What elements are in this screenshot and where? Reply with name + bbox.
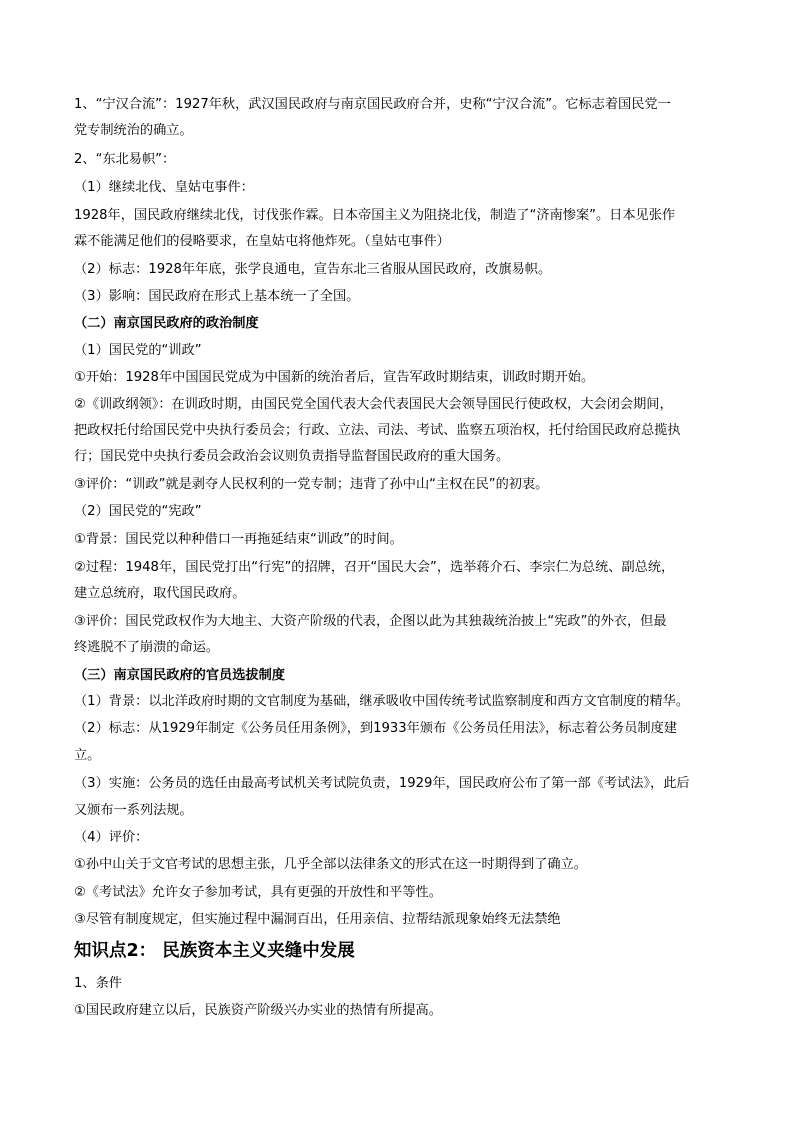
text-line: （1）继续北伐、皇姑屯事件： — [74, 180, 254, 195]
text-line: ③评价：国民党政权作为大地主、大资产阶级的代表，企图以此为其独裁统治披上“宪政”的外衣，但最 — [74, 614, 667, 629]
section-heading: （二）南京国民政府的政治制度 — [74, 316, 259, 331]
text-line: ②《训政纲领》：在训政时期，由国民党全国代表大会代表国民大会领导国民行使政权，大会闭会期间， — [74, 397, 673, 412]
text-line: （1）背景：以北洋政府时期的文官制度为基础，继承吸收中国传统考试监察制度和西方文官制度的精华。 — [74, 694, 690, 709]
knowledge-point-heading: 知识点2： 民族资本主义夹缝中发展 — [74, 941, 355, 961]
text-line: ①背景：国民党以种种借口一再拖延结束“训政”的时间。 — [74, 532, 403, 547]
text-line: 霖不能满足他们的侵略要求，在皇姑屯将他炸死。（皇姑屯事件） — [74, 234, 450, 249]
text-line: 终逃脱不了崩溃的命运。 — [74, 640, 220, 655]
text-line: 把政权托付给国民党中央执行委员会；行政、立法、司法、考试、监察五项治权，托付给国民政府总揽执 — [74, 423, 681, 438]
text-line: （1）国民党的“训政” — [74, 343, 202, 358]
section-heading: （三）南京国民政府的官员选拔制度 — [74, 668, 285, 683]
text-line: ②《考试法》允许女子参加考试，具有更强的开放性和平等性。 — [74, 885, 442, 900]
text-line: ①国民政府建立以后，民族资产阶级兴办实业的热情有所提高。 — [74, 1003, 442, 1018]
text-line: 立。 — [74, 748, 101, 763]
text-line: 行；国民党中央执行委员会政治会议则负责指导监督国民政府的重大国务。 — [74, 449, 510, 464]
text-line: 1、“宁汉合流”：1927年秋，武汉国民政府与南京国民政府合并，史称“宁汉合流”。它标志着国民党一 — [74, 97, 671, 112]
text-line: 又颁布一系列法规。 — [74, 803, 193, 818]
text-line: 党专制统治的确立。 — [74, 123, 193, 138]
text-line: （3）实施：公务员的选任由最高考试机关考试院负责，1929年，国民政府公布了第一部《考试法》，此后 — [74, 776, 690, 791]
text-line: ①开始：1928年中国国民党成为中国新的统治者后，宣告军政时期结束，训政时期开始。 — [74, 370, 595, 385]
text-line: 1928年，国民政府继续北伐，讨伐张作霖。日本帝国主义为阻挠北伐，制造了“济南惨案”。日本见张作 — [74, 208, 676, 223]
text-line: （4）评价： — [74, 830, 149, 845]
text-line: 1、条件 — [74, 976, 122, 991]
text-line: （2）国民党的“宪政” — [74, 504, 202, 519]
text-line: ①孙中山关于文官考试的思想主张，几乎全部以法律条文的形式在这一时期得到了确立。 — [74, 857, 587, 872]
text-line: （3）影响：国民政府在形式上基本统一了全国。 — [74, 289, 360, 304]
text-line: 建立总统府，取代国民政府。 — [74, 586, 246, 601]
text-line: （2）标志：1928年年底，张学良通电，宣告东北三省服从国民政府，改旗易帜。 — [74, 262, 552, 277]
text-line: ③尽管有制度规定，但实施过程中漏洞百出，任用亲信、拉帮结派现象始终无法禁绝 — [74, 912, 561, 927]
text-line: ②过程：1948年，国民党打出“行宪”的招牌，召开“国民大会”，选举蒋介石、李宗仁为总统、副总统， — [74, 560, 675, 575]
text-line: ③评价：“训政”就是剥夺人民权利的一党专制；违背了孙中山“主权在民”的初衷。 — [74, 477, 549, 492]
text-line: （2）标志：从1929年制定《公务员任用条例》，到1933年颁布《公务员任用法》，标志着公务员制度建 — [74, 721, 677, 736]
text-line: 2、“东北易帜”： — [74, 152, 176, 167]
